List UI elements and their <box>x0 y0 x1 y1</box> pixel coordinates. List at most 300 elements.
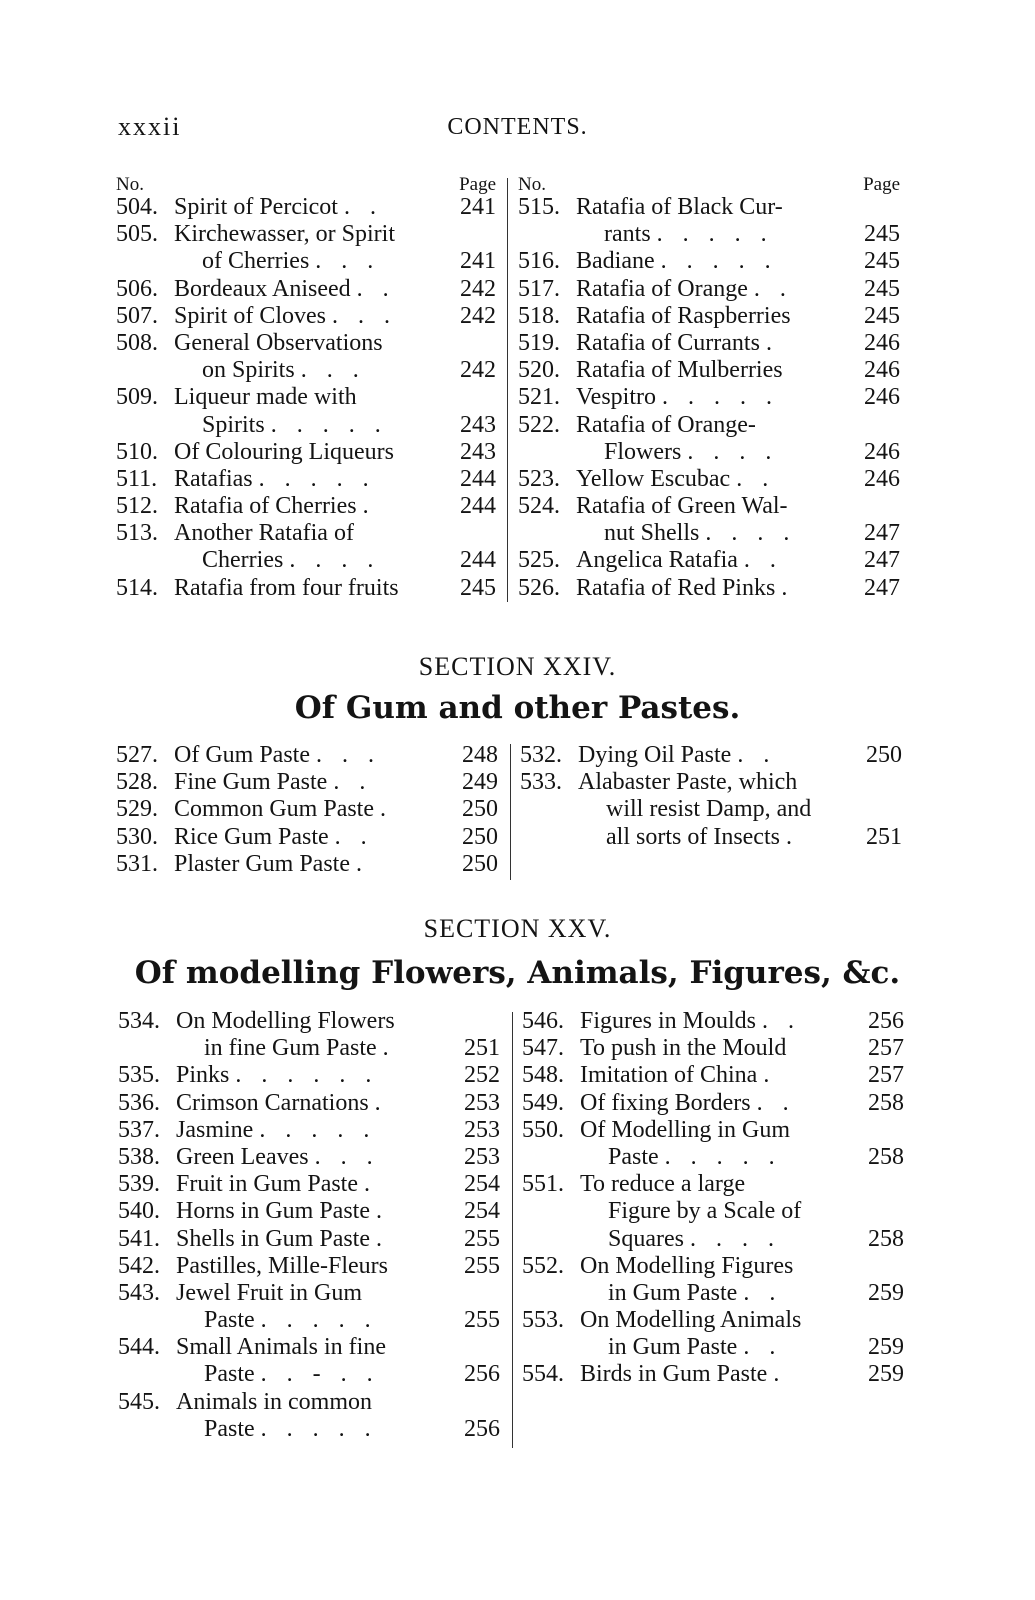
entry-number: 506. <box>116 275 158 302</box>
entry-list <box>522 1008 904 1389</box>
entry-title-text: Pastilles, Mille-Fleurs <box>176 1252 388 1279</box>
entry-leader-dots: . . . . . <box>656 221 774 248</box>
contents-entry <box>518 493 900 520</box>
entry-number: 504. <box>116 194 158 220</box>
contents-entry <box>118 1389 500 1416</box>
contents-entry <box>118 1334 500 1361</box>
entry-number: 553. <box>522 1307 564 1334</box>
entry-title-text: Figure by a Scale of <box>608 1198 802 1225</box>
entry-title <box>608 1198 801 1225</box>
entry-title <box>580 1307 801 1334</box>
column-header-page: Page <box>863 174 900 195</box>
entry-title <box>202 248 380 275</box>
entry-title <box>576 384 779 411</box>
entry-leader-dots: . <box>765 329 779 356</box>
entry-number: 543. <box>118 1279 160 1306</box>
entry-title <box>576 194 783 221</box>
entry-title <box>176 1334 386 1361</box>
entry-page-number: 256 <box>464 1415 500 1442</box>
entry-title-text: To reduce a large <box>580 1171 746 1198</box>
entry-title <box>204 1416 378 1443</box>
contents-entry <box>518 384 900 411</box>
contents-entry <box>116 357 496 384</box>
entry-title-text: Ratafia of Raspberries <box>576 302 791 329</box>
entry-list <box>116 742 498 878</box>
entry-title <box>580 1253 793 1280</box>
entry-title <box>576 575 794 602</box>
contents-entry <box>518 330 900 357</box>
entry-title-text: Angelica Ratafia <box>576 547 738 574</box>
contents-entry <box>520 769 902 796</box>
entry-leader-dots: . . . . . <box>259 1116 377 1143</box>
entry-leader-dots: . . . . . . <box>235 1062 379 1089</box>
contents-entry <box>118 1035 500 1062</box>
entry-number: 554. <box>522 1361 564 1388</box>
entry-page-number: 241 <box>460 194 496 220</box>
entry-title-text: Ratafia of Green Wal- <box>576 493 788 520</box>
entry-title <box>176 1008 395 1035</box>
entry-number: 517. <box>518 275 560 302</box>
contents-entry <box>116 194 496 221</box>
entry-leader-dots: . <box>355 850 369 877</box>
contents-entry <box>116 851 498 878</box>
section-24-subtitle: Of Gum and other Pastes. <box>294 690 741 726</box>
entry-title <box>576 276 793 303</box>
entry-title <box>576 357 783 384</box>
entry-leader-dots: . . . <box>315 742 381 768</box>
entry-list <box>118 1008 500 1443</box>
entry-title <box>174 851 369 878</box>
entry-title <box>608 1280 782 1307</box>
contents-block-3 <box>0 1008 1035 1458</box>
entry-title <box>174 742 381 769</box>
contents-entry <box>118 1253 500 1280</box>
entry-title <box>580 1361 786 1388</box>
entry-title <box>580 1171 745 1198</box>
entry-title <box>174 769 372 796</box>
entry-title-text: Shells in Gum Paste <box>176 1225 371 1252</box>
entry-title-text: Liqueur made with <box>174 384 357 411</box>
entry-number: 522. <box>518 411 560 438</box>
entry-page-number: 250 <box>866 742 902 768</box>
entry-number: 535. <box>118 1062 160 1089</box>
contents-entry <box>116 769 498 796</box>
entry-title-text: On Modelling Flowers <box>176 1008 395 1034</box>
entry-title-text: Vespitro <box>576 384 656 411</box>
entry-title <box>202 412 388 439</box>
contents-entry <box>522 1280 904 1307</box>
contents-entry <box>522 1334 904 1361</box>
entry-page-number: 259 <box>868 1334 904 1361</box>
column-right <box>522 1008 904 1458</box>
entry-title-text: Paste <box>204 1415 255 1442</box>
entry-page-number: 257 <box>868 1035 904 1062</box>
entry-number: 525. <box>518 547 560 574</box>
entry-title <box>608 1334 782 1361</box>
entry-leader-dots: . . . <box>314 1143 380 1170</box>
contents-entry <box>116 575 496 602</box>
contents-entry <box>520 824 902 851</box>
entry-number: 507. <box>116 302 158 329</box>
entry-page-number: 244 <box>460 465 496 492</box>
entry-title-text: Cherries <box>202 547 284 574</box>
entry-leader-dots: . . . . . <box>662 384 779 411</box>
entry-title-text: Small Animals in fine <box>176 1334 386 1361</box>
contents-entry <box>118 1361 500 1388</box>
contents-entry <box>116 493 496 520</box>
entry-title-text: Squares <box>608 1225 684 1252</box>
entry-page-number: 259 <box>868 1361 904 1388</box>
contents-entry <box>116 520 496 547</box>
contents-entry <box>118 1117 500 1144</box>
entry-page-number: 258 <box>868 1089 904 1116</box>
entry-page-number: 251 <box>464 1035 500 1062</box>
entry-page-number: 258 <box>868 1143 904 1170</box>
entry-leader-dots: . . <box>334 823 374 850</box>
entry-title <box>174 520 354 547</box>
entry-title <box>580 1035 786 1062</box>
entry-page-number: 253 <box>464 1116 500 1143</box>
entry-leader-dots: . . . . . <box>660 248 778 275</box>
entry-leader-dots: . <box>380 796 394 823</box>
contents-entry <box>116 384 496 411</box>
contents-entry <box>520 742 902 769</box>
entry-number: 509. <box>116 384 158 411</box>
entry-title-text: On Modelling Animals <box>580 1307 802 1334</box>
page-header <box>0 112 1035 152</box>
entry-leader-dots: . . . . <box>289 547 381 574</box>
entry-title-text: Fruit in Gum Paste <box>176 1171 359 1198</box>
entry-page-number: 250 <box>462 850 498 877</box>
contents-entry <box>116 248 496 275</box>
entry-leader-dots: . . . . . <box>260 1307 378 1334</box>
entry-page-number: 246 <box>864 329 900 356</box>
entry-title <box>204 1361 380 1388</box>
entry-leader-dots: . <box>785 823 799 850</box>
entry-leader-dots: . . . . <box>687 438 779 465</box>
entry-number: 521. <box>518 384 560 411</box>
contents-entry <box>518 547 900 574</box>
entry-page-number: 243 <box>460 411 496 438</box>
entry-number: 516. <box>518 248 560 275</box>
entry-page-number: 247 <box>864 574 900 601</box>
entry-number: 534. <box>118 1008 160 1034</box>
entry-title-text: Jewel Fruit in Gum <box>176 1279 362 1306</box>
entry-title <box>176 1090 388 1117</box>
entry-page-number: 241 <box>460 248 496 275</box>
entry-title-text: Of Gum Paste <box>174 742 310 768</box>
entry-leader-dots: . . . . <box>689 1225 781 1252</box>
entry-page-number: 245 <box>864 302 900 329</box>
entry-title <box>204 1035 396 1062</box>
entry-title <box>576 303 791 330</box>
entry-title <box>176 1117 376 1144</box>
contents-entry <box>518 575 900 602</box>
entry-leader-dots: . . . <box>315 248 381 275</box>
entry-leader-dots: . . <box>737 742 777 768</box>
entry-page-number: 250 <box>462 796 498 823</box>
entry-title <box>174 575 399 602</box>
contents-entry <box>522 1253 904 1280</box>
entry-title <box>174 824 374 851</box>
entry-title-text: Ratafia of Cherries <box>174 493 357 520</box>
contents-entry <box>118 1307 500 1334</box>
entry-title-text: Spirits <box>202 411 265 438</box>
entry-number: 544. <box>118 1334 160 1361</box>
entry-title <box>576 412 756 439</box>
entry-list <box>518 194 900 602</box>
entry-page-number: 256 <box>464 1361 500 1388</box>
entry-title <box>174 466 376 493</box>
entry-number: 528. <box>116 769 158 796</box>
entry-number: 538. <box>118 1143 160 1170</box>
column-left <box>118 1008 500 1458</box>
entry-page-number: 244 <box>460 547 496 574</box>
contents-entry <box>518 520 900 547</box>
entry-number: 518. <box>518 302 560 329</box>
entry-page-number: 247 <box>864 547 900 574</box>
entry-title <box>578 742 776 769</box>
entry-title <box>578 769 797 796</box>
entry-page-number: 250 <box>462 823 498 850</box>
entry-title <box>174 303 397 330</box>
entry-leader-dots: . . <box>753 275 793 302</box>
contents-entry <box>518 466 900 493</box>
entry-title-text: General Observations <box>174 329 383 356</box>
entry-title-text: will resist Damp, and <box>606 796 812 823</box>
contents-entry <box>118 1280 500 1307</box>
entry-leader-dots: . . . . <box>705 520 797 547</box>
entry-title <box>576 466 775 493</box>
entry-title <box>202 547 380 574</box>
entry-leader-dots: . <box>362 493 376 520</box>
entry-page-number: 245 <box>864 275 900 302</box>
entry-title-text: in Gum Paste <box>608 1279 738 1306</box>
entry-title-text: Jasmine <box>176 1116 254 1143</box>
entry-page-number: 249 <box>462 769 498 796</box>
entry-leader-dots: . . <box>356 275 396 302</box>
entry-title <box>606 824 799 851</box>
entry-number: 526. <box>518 574 560 601</box>
entry-title-text: Paste <box>204 1307 255 1334</box>
entry-title-text: Spirit of Cloves <box>174 302 327 329</box>
entry-page-number: 242 <box>460 357 496 384</box>
entry-title <box>174 330 383 357</box>
entry-title <box>176 1171 377 1198</box>
entry-page-number: 245 <box>864 248 900 275</box>
entry-list <box>520 742 902 851</box>
entry-title <box>580 1117 790 1144</box>
contents-entry <box>116 412 496 439</box>
entry-title <box>174 276 396 303</box>
entry-title <box>176 1144 380 1171</box>
entry-leader-dots: . . . . . <box>664 1143 782 1170</box>
column-right <box>520 742 902 882</box>
entry-title <box>174 384 357 411</box>
entry-leader-dots: . . . . . <box>270 411 388 438</box>
column-right <box>518 174 900 614</box>
column-header-no: No. <box>518 174 546 195</box>
entry-page-number: 258 <box>868 1225 904 1252</box>
entry-page-number: 245 <box>460 574 496 601</box>
contents-entry <box>118 1226 500 1253</box>
section-25-subtitle: Of modelling Flowers, Animals, Figures, &c. <box>134 955 901 991</box>
entry-leader-dots: . <box>374 1089 388 1116</box>
entry-title <box>576 330 779 357</box>
entry-title-text: Imitation of China <box>580 1062 758 1089</box>
entry-leader-dots: . <box>773 1361 787 1388</box>
entry-title-text: Badiane <box>576 248 655 275</box>
contents-entry <box>522 1361 904 1388</box>
contents-entry <box>518 412 900 439</box>
entry-leader-dots: . . <box>762 1008 802 1034</box>
entry-number: 550. <box>522 1116 564 1143</box>
contents-entry <box>118 1198 500 1225</box>
entry-leader-dots: . <box>781 574 795 601</box>
entry-number: 519. <box>518 329 560 356</box>
entry-title-text: Figures in Moulds <box>580 1008 757 1034</box>
entry-title-text: On Modelling Figures <box>580 1252 794 1279</box>
contents-entry <box>118 1062 500 1089</box>
entry-number: 512. <box>116 493 158 520</box>
entry-title-text: nut Shells <box>604 520 700 547</box>
entry-number: 540. <box>118 1198 160 1225</box>
entry-number: 514. <box>116 574 158 601</box>
entry-title-text: Dying Oil Paste <box>578 742 732 768</box>
entry-number: 527. <box>116 742 158 768</box>
entry-title <box>176 1198 389 1225</box>
entry-leader-dots: . . . . . <box>260 1415 378 1442</box>
entry-leader-dots: . . <box>743 547 783 574</box>
entry-list <box>116 194 496 602</box>
entry-page-number: 254 <box>464 1198 500 1225</box>
entry-title-text: Another Ratafia of <box>174 520 354 547</box>
entry-number: 530. <box>116 823 158 850</box>
entry-title-text: Of fixing Borders <box>580 1089 751 1116</box>
entry-number: 524. <box>518 493 560 520</box>
contents-entry <box>518 221 900 248</box>
contents-entry <box>116 439 496 466</box>
entry-title <box>174 221 395 248</box>
entry-title-text: of Cherries <box>202 248 310 275</box>
entry-leader-dots: . . <box>343 194 383 220</box>
entry-title-text: Bordeaux Aniseed <box>174 275 351 302</box>
entry-page-number: 243 <box>460 438 496 465</box>
entry-leader-dots: . . <box>743 1334 783 1361</box>
entry-number: 546. <box>522 1008 564 1034</box>
entry-number: 551. <box>522 1171 564 1198</box>
entry-page-number: 244 <box>460 493 496 520</box>
entry-title <box>580 1090 796 1117</box>
entry-page-number: 255 <box>464 1307 500 1334</box>
contents-entry <box>116 466 496 493</box>
entry-page-number: 251 <box>866 823 902 850</box>
entry-number: 511. <box>116 465 158 492</box>
entry-number: 552. <box>522 1252 564 1279</box>
contents-entry <box>118 1008 500 1035</box>
contents-entry <box>522 1035 904 1062</box>
entry-title-text: Animals in common <box>176 1388 372 1415</box>
entry-title <box>176 1253 388 1280</box>
entry-number: 536. <box>118 1089 160 1116</box>
entry-page-number: 242 <box>460 275 496 302</box>
entry-title-text: in fine Gum Paste <box>204 1035 377 1062</box>
contents-entry <box>518 439 900 466</box>
entry-title-text: Ratafia from four fruits <box>174 574 399 601</box>
entry-page-number: 246 <box>864 465 900 492</box>
entry-number: 523. <box>518 465 560 492</box>
column-divider <box>510 744 511 880</box>
entry-leader-dots: . . . <box>332 302 398 329</box>
contents-entry <box>522 1117 904 1144</box>
entry-leader-dots: . <box>376 1225 390 1252</box>
contents-entry <box>116 221 496 248</box>
entry-title <box>604 520 796 547</box>
contents-entry <box>116 824 498 851</box>
entry-number: 545. <box>118 1388 160 1415</box>
entry-title <box>608 1144 782 1171</box>
entry-number: 508. <box>116 329 158 356</box>
entry-title-text: in Gum Paste <box>608 1334 738 1361</box>
contents-entry <box>522 1198 904 1225</box>
entry-title <box>576 248 778 275</box>
entry-title-text: Kirchewasser, or Spirit <box>174 221 395 248</box>
entry-leader-dots: . . - . . <box>260 1361 380 1388</box>
entry-title <box>174 493 376 520</box>
contents-entry <box>520 796 902 823</box>
entry-title <box>580 1008 801 1035</box>
entry-number: 513. <box>116 520 158 547</box>
entry-leader-dots: . . <box>756 1089 796 1116</box>
entry-page-number: 252 <box>464 1062 500 1089</box>
entry-number: 549. <box>522 1089 564 1116</box>
entry-title <box>576 493 788 520</box>
entry-number: 533. <box>520 769 562 796</box>
entry-page-number: 246 <box>864 357 900 384</box>
contents-block-2 <box>0 742 1035 882</box>
entry-title-text: Ratafia of Orange <box>576 275 748 302</box>
entry-number: 547. <box>522 1035 564 1062</box>
entry-title <box>174 194 383 221</box>
entry-title-text: on Spirits <box>202 357 295 384</box>
entry-title-text: all sorts of Insects <box>606 823 780 850</box>
contents-entry <box>518 248 900 275</box>
contents-entry <box>116 276 496 303</box>
entry-page-number: 245 <box>864 221 900 248</box>
entry-leader-dots: . <box>763 1062 777 1089</box>
entry-number: 529. <box>116 796 158 823</box>
contents-entry <box>518 357 900 384</box>
entry-number: 510. <box>116 438 158 465</box>
entry-title-text: Horns in Gum Paste <box>176 1198 370 1225</box>
entry-leader-dots: . . . <box>300 357 366 384</box>
section-25-title: SECTION XXV. <box>423 914 612 943</box>
contents-entry <box>522 1062 904 1089</box>
entry-title-text: Of Modelling in Gum <box>580 1116 790 1143</box>
entry-page-number: 253 <box>464 1143 500 1170</box>
entry-page-number: 256 <box>868 1008 904 1034</box>
entry-leader-dots: . . <box>743 1279 783 1306</box>
entry-title <box>204 1307 378 1334</box>
entry-title-text: Green Leaves <box>176 1143 309 1170</box>
page-title: CONTENTS. <box>447 114 588 140</box>
entry-number: 532. <box>520 742 562 768</box>
entry-title <box>576 547 783 574</box>
column-left <box>116 742 498 882</box>
entry-title <box>580 1062 776 1089</box>
entry-number: 505. <box>116 221 158 248</box>
contents-entry <box>522 1144 904 1171</box>
